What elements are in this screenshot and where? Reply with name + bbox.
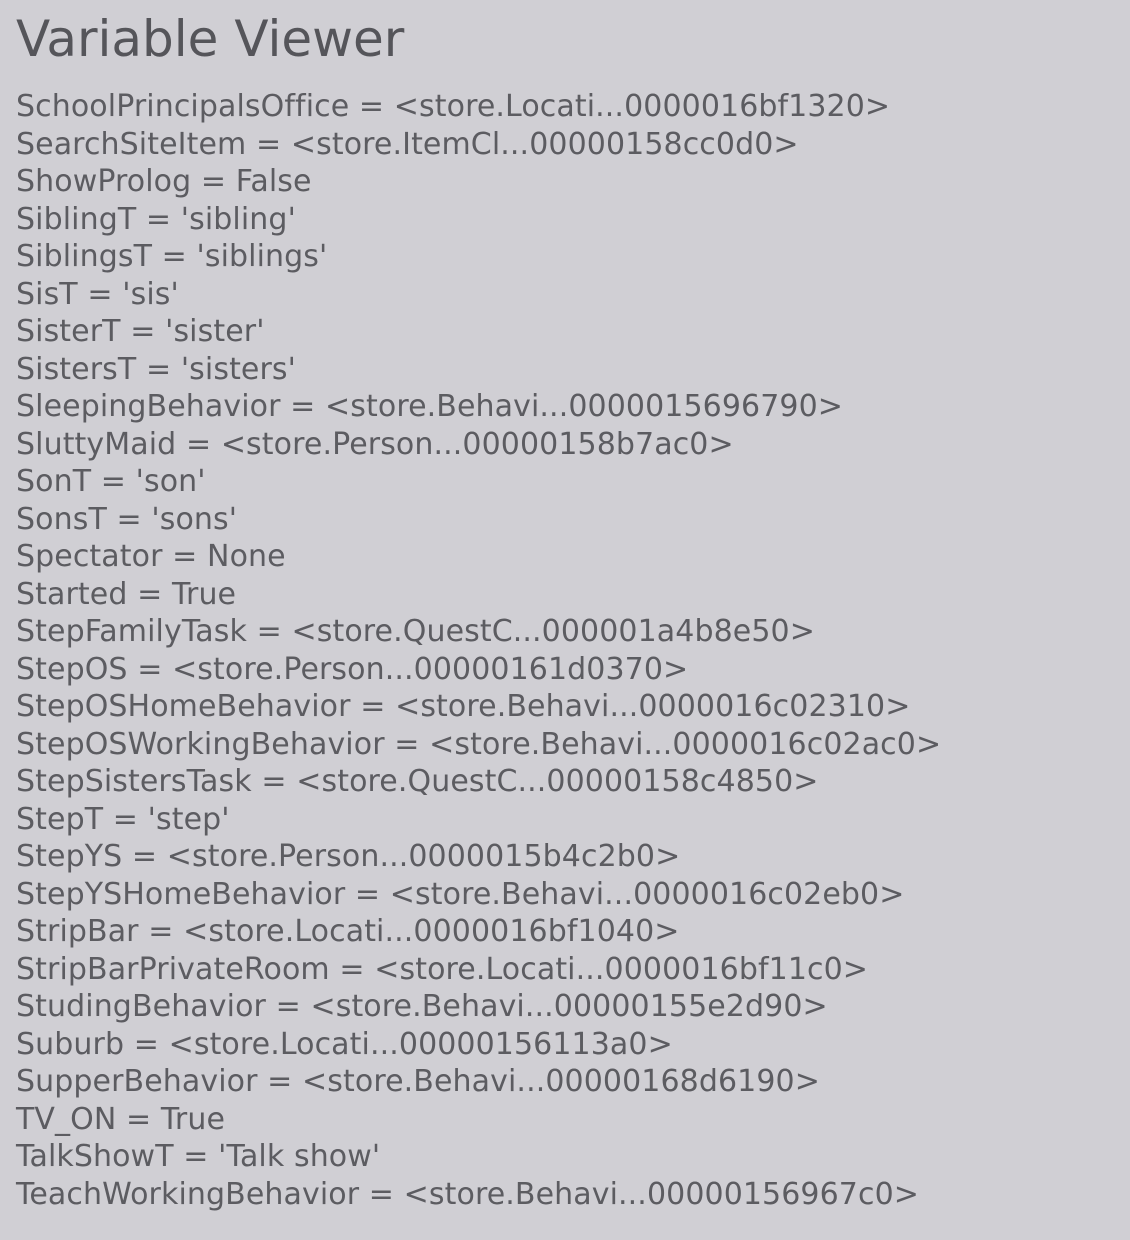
page-title: Variable Viewer [16,10,405,68]
list-item: StepYSHomeBehavior = <store.Behavi...0000016c02eb0> [16,876,905,912]
list-item: TV_ON = True [16,1101,226,1137]
list-item: StepSistersTask = <store.QuestC...00000158c4850> [16,764,819,799]
list-item: StudingBehavior = <store.Behavi...00000155e2d90> [16,989,828,1024]
list-item: Spectator = None [16,539,286,574]
list-item: SluttyMaid = <store.Person...00000158b7ac0> [16,426,734,462]
list-item: TeachWorkingBehavior = <store.Behavi...00000156967c0> [16,1176,920,1212]
list-item: Started = True [16,576,237,612]
list-item: SleepingBehavior = <store.Behavi...0000015696790> [16,389,843,424]
list-item: SisT = 'sis' [16,276,179,312]
list-item: SchoolPrincipalsOffice = <store.Locati...0000016bf1320> [16,89,891,124]
list-item: Suburb = <store.Locati...00000156113a0> [16,1026,673,1062]
list-item: StepT = 'step' [16,801,230,837]
list-item: StepFamilyTask = <store.QuestC...000001a4b8e50> [16,614,815,649]
variable-list[interactable] [0,89,1130,1240]
list-item: TalkShowT = 'Talk show' [16,1139,381,1174]
list-item: ShowProlog = False [16,164,312,199]
list-item: SiblingT = 'sibling' [16,201,296,237]
list-item: SonT = 'son' [16,464,206,499]
list-item: StepOSWorkingBehavior = <store.Behavi...0000016c02ac0> [16,726,942,762]
list-item: SonsT = 'sons' [16,501,238,537]
list-item: SupperBehavior = <store.Behavi...00000168d6190> [16,1064,820,1099]
list-item: StepOSHomeBehavior = <store.Behavi...0000016c02310> [16,689,911,724]
list-item: StripBarPrivateRoom = <store.Locati...0000016bf11c0> [16,951,869,987]
list-item: StepYS = <store.Person...0000015b4c2b0> [16,839,681,874]
list-item: SiblingsT = 'siblings' [16,239,328,274]
list-item: SisterT = 'sister' [16,314,265,349]
list-item: SearchSiteItem = <store.ItemCl...00000158cc0d0> [16,126,799,162]
list-item: SistersT = 'sisters' [16,351,296,387]
list-item: StepOS = <store.Person...00000161d0370> [16,651,689,687]
list-item: StripBar = <store.Locati...0000016bf1040> [16,914,680,949]
